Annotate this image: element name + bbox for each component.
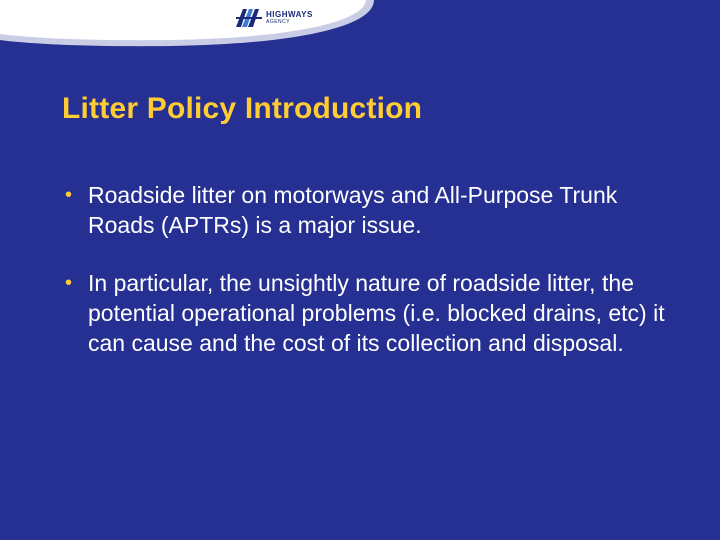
bullet-item bbox=[62, 180, 672, 240]
highways-agency-logo bbox=[236, 6, 313, 30]
bullet-marker-icon: • bbox=[65, 184, 73, 206]
bullet-item bbox=[62, 268, 672, 358]
highways-agency-logo-icon bbox=[236, 9, 262, 27]
logo-text-highways: HIGHWAYS bbox=[266, 10, 313, 19]
logo-text-agency: AGENCY bbox=[266, 19, 291, 25]
bullet-marker-icon: • bbox=[65, 272, 73, 294]
header-swoosh bbox=[0, 0, 720, 60]
slide-title: Litter Policy Introduction bbox=[62, 92, 423, 125]
bullet-text: Roadside litter on motorways and All-Purpose Trunk Roads (APTRs) is a major issue. bbox=[88, 182, 618, 238]
bullet-text: In particular, the unsightly nature of roadside litter, the potential operational problems (i.e. blocked drains, etc) it can cause and the cost of its collection and disposal. bbox=[88, 270, 665, 356]
bullet-list bbox=[62, 180, 672, 386]
logo-text bbox=[266, 11, 313, 25]
